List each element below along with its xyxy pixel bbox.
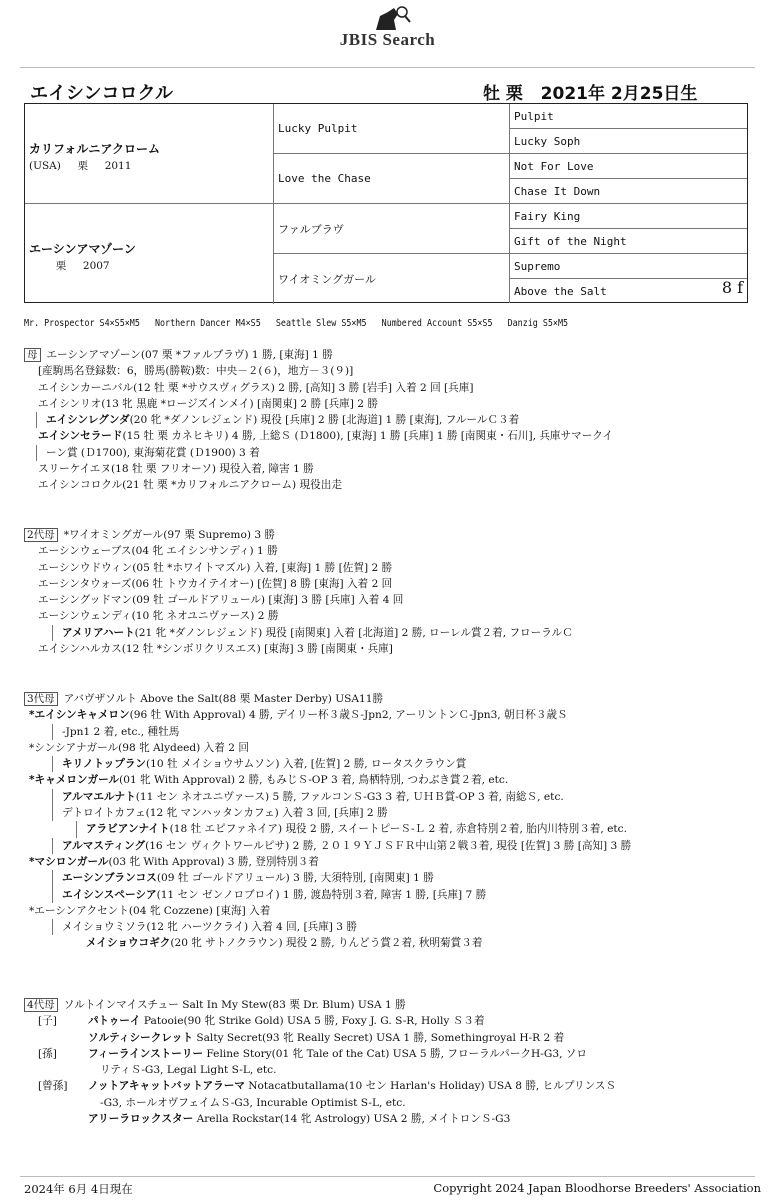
horse-record-text: エーシングッドマン(09 牡 ゴールドアリュール) [東海] 3 勝 [兵庫] 入着 4 回 [38,594,404,607]
horse-link[interactable]: エイシンスペーシア [62,888,157,901]
family-line [24,887,765,903]
horse-logo-icon [358,6,418,32]
family-line [24,707,765,723]
horse-record-text: *エーシンアクセント(04 牝 Cozzene) [東海] 入着 [29,904,271,917]
tree-connector [52,919,53,935]
family-line [24,608,765,624]
family-line [24,461,765,477]
horse-link[interactable]: アルマエルナト [62,790,136,803]
horse-link[interactable]: メイショウコギク [86,937,171,950]
pedigree-gen3-cell[interactable]: Above the Salt [514,284,607,298]
horse-record-text: Arella Rockstar(14 牝 Astrology) USA 2 勝, メイトロンＳ-G3 [193,1113,511,1126]
family-line [24,903,765,919]
pedigree-gen3-cell[interactable]: Gift of the Night [510,229,747,254]
horse-record-text: エーシンアマゾーン(07 栗 *ファルブラヴ) 1 勝, [東海] 1 勝 [46,349,333,361]
tree-connector [52,805,53,821]
horse-record-text: *ワイオミングガール(97 栗 Supremo) 3 勝 [63,529,276,541]
family-line [24,363,765,379]
footer-divider [20,1176,755,1177]
horse-info: 牡 栗 2021年 2月25日生 [483,84,698,104]
family-line [24,625,765,641]
generation-tag: 3代母 [24,692,58,706]
tree-connector [52,625,53,641]
generation-tag: 母 [24,348,41,362]
dam-info: 栗 2007 [29,260,110,272]
horse-record-text: (20 牝 サトノクラウン) 現役 2 勝, りんどう賞２着, 秋明菊賞３着 [170,937,483,950]
horse-record-text: スリーケイエヌ(18 牡 栗 フリオーソ) 現役入着, 障害 1 勝 [38,463,314,476]
tree-connector [52,724,53,740]
family-line [24,838,765,854]
horse-record-text: メイショウミソラ(12 牝 ハーツクライ) 入着 4 回, [兵庫] 3 勝 [62,921,357,934]
family-line [24,997,765,1013]
family-line [24,543,765,559]
pedigree-gen2-cell[interactable]: Lucky Pulpit [274,104,510,154]
family-line [24,854,765,870]
pedigree-gen2-cell[interactable]: Love the Chase [274,154,510,204]
pedigree-table [24,103,748,303]
family-line [24,1062,765,1078]
horse-link[interactable]: エーシンブランコス [62,872,157,885]
family-line [24,527,765,543]
family-line [24,789,765,805]
horse-record-text: *シンシアナガール(98 牝 Alydeed) 入着 2 回 [29,741,249,754]
family-line [24,396,765,412]
family-line [24,724,765,740]
relation-label: [孫] [38,1047,57,1060]
horse-link[interactable]: アラビアンナイト [86,823,170,836]
tree-connector [52,789,53,805]
family-line [24,772,765,788]
horse-link[interactable]: フィーラインストーリー [88,1047,204,1060]
pedigree-gen3-cell[interactable]: Fairy King [510,204,747,229]
family-line [24,1095,765,1111]
horse-record-text: エーシンウェンディ(10 牝 ネオユニヴァース) 2 勝 [38,610,279,623]
horse-link[interactable]: アリーラロックスター [88,1113,194,1126]
horse-record-text: エイシンカーニバル(12 牡 栗 *サウスヴィグラス) 2 勝, [高知] 3 勝 [岩手] 入着 2 回 [兵庫] [38,381,474,394]
horse-record-text: Feline Story(01 牝 Tale of the Cat) USA 5 勝, フローラルパークH-G3, ソロ [203,1047,587,1060]
footer-copyright: Copyright 2024 Japan Bloodhorse Breeders' Association [433,1181,761,1195]
family-line [24,870,765,886]
horse-record-text: (11 セン ネオユニヴァース) 5 勝, ファルコンＳ-G3 3 着, ＵＨＢ賞-OP 3 着, 南総Ｓ, etc. [135,790,564,803]
family-line [24,1111,765,1127]
pedigree-gen3-cell[interactable]: Not For Love [510,154,747,179]
tree-connector [52,838,53,854]
pedigree-gen3-cell[interactable]: Pulpit [510,104,747,129]
horse-record-text: エイシンコロクル(21 牡 栗 *カリフォルニアクローム) 現役出走 [38,479,342,492]
horse-record-text: エイシンリオ(13 牝 黒鹿 *ロージズインメイ) [南関東] 2 勝 [兵庫] 2 勝 [38,397,378,410]
horse-record-text: エーシンウドウィン(05 牡 *ホワイトマズル) 入着, [東海] 1 勝 [佐賀] 2 勝 [38,561,393,574]
horse-record-text: (21 牝 *ダノンレジェンド) 現役 [南関東] 入着 [北海道] 2 勝, ローレル賞２着, フローラルＣ [134,626,573,639]
horse-record-text: -G3, ホールオヴフェイムＳ-G3, Incurable Optimist S-L, etc. [100,1096,406,1109]
family-line [24,919,765,935]
horse-record-text: (20 牝 *ダノンレジェンド) 現役 [兵庫] 2 勝 [北海道] 1 勝 [東海], フルールＣ３着 [129,414,520,427]
family-line [24,560,765,576]
top-divider [20,67,755,68]
tree-connector [52,756,53,772]
horse-record-text: アバヴザソルト Above the Salt(88 栗 Master Derby) USA11勝 [63,693,384,705]
family-line [24,1046,765,1062]
sire-cell [25,104,274,204]
horse-link[interactable]: エイシンセラード [38,430,123,443]
family-section [24,347,765,494]
family-line [24,1013,765,1029]
horse-record-text: ソルトインマイスチュー Salt In My Stew(83 栗 Dr. Blum) USA 1 勝 [63,999,406,1011]
horse-record-text: ーン賞 (Ｄ1700), 東海菊花賞 (Ｄ1900) 3 着 [46,446,260,459]
horse-link[interactable]: *キャメロンガール [29,774,120,787]
pedigree-gen3-cell[interactable]: Supremo [510,254,747,279]
family-line [24,691,765,707]
inbreeding-summary: Mr. Prospector S4×S5×M5 Northern Dancer M4×S5 Seattle Slew S5×M5 Numbered Account S5×S5 Danzig S5×M5 [24,318,569,329]
horse-record-text: (01 牝 With Approval) 2 勝, もみじＳ-OP 3 着, 鳥栖特別, つわぶき賞２着, etc. [119,774,509,787]
horse-link[interactable]: パトゥーイ [88,1015,141,1028]
generation-tag: 2代母 [24,528,58,542]
family-line [24,347,765,363]
horse-record-text: (96 牡 With Approval) 4 勝, デイリー杯３歳Ｓ-Jpn2, アーリントンＣ-Jpn3, 朝日杯３歳Ｓ [129,709,568,722]
tree-connector [76,821,77,837]
horse-record-text: (09 牡 ゴールドアリュール) 3 勝, 大須特別, [南関東] 1 勝 [156,872,434,885]
relation-label: [曾孫] [38,1080,68,1093]
horse-record-text: (10 牡 メイショウサムソン) 入着, [佐賀] 2 勝, ロータスクラウン賞 [146,758,467,771]
tree-connector [52,887,53,903]
footer-date: 2024年 6月 4日現在 [24,1182,133,1196]
dam-cell [25,204,274,304]
horse-record-text: (03 牝 With Approval) 3 勝, 登別特別３着 [108,855,319,868]
tree-connector [36,445,37,461]
horse-record-text: (16 セン ヴィクトワールピサ) 2 勝, ２０１９ＹＪＳＦＲ中山第２戦３着, 現役 [佐賀] 3 勝 [高知] 3 勝 [145,839,632,852]
family-line [24,805,765,821]
horse-record-text: (15 牡 栗 カネヒキリ) 4 勝, 上総Ｓ (Ｄ1800), [東海] 1 勝 [兵庫] 1 勝 [南関東・石川], 兵庫サマークイ [122,430,613,443]
horse-link[interactable]: *マシロンガール [29,855,109,868]
family-line [24,1030,765,1046]
family-line [24,821,765,837]
tree-connector [36,412,37,428]
sire-name[interactable]: カリフォルニアクローム [29,142,161,156]
horse-link[interactable]: エイシンレグンダ [46,414,130,427]
horse-record-text: エーシンタウォーズ(06 牡 トウカイテイオー) [佐賀] 8 勝 [東海] 入着 2 回 [38,577,393,590]
pedigree-gen2-cell[interactable]: ファルブラヴ [274,204,510,254]
family-line [24,1078,765,1094]
horse-link[interactable]: アメリアハート [62,626,135,639]
tree-connector [52,870,53,886]
family-line [24,935,765,951]
pedigree-gen3-cell[interactable]: Lucky Soph [510,129,747,154]
horse-record-text: Notacatbutallama(10 セン Harlan's Holiday) USA 8 勝, ヒルプリンスＳ [244,1080,617,1093]
horse-link[interactable]: ソルティシークレット [88,1031,193,1044]
logo-text: JBIS Search [339,30,436,49]
jbis-logo[interactable] [0,6,775,56]
horse-record-text: エーシンウェーブス(04 牝 エイシンサンディ) 1 勝 [38,545,278,558]
family-section [24,527,765,657]
family-line [24,641,765,657]
horse-record-text: デトロイトカフェ(12 牝 マンハッタンカフェ) 入着 3 回, [兵庫] 2 勝 [62,807,388,820]
horse-record-text: [産駒馬名登録数：6，勝馬(勝鞍)数：中央－２(６)，地方－３(９)] [38,365,354,378]
horse-record-text: (11 セン ゼンノロブロイ) 1 勝, 渡島特別３着, 障害 1 勝, [兵庫] 7 勝 [156,888,487,901]
family-line [24,592,765,608]
family-line [24,380,765,396]
horse-record-text: Salty Secret(93 牝 Really Secret) USA 1 勝, Somethingroyal H-R 2 着 [192,1031,565,1044]
horse-name: エイシンコロクル [30,83,174,104]
horse-record-text: Patooie(90 牝 Strike Gold) USA 5 勝, Foxy J. G. S-R, Holly Ｓ３着 [140,1015,485,1028]
family-section [24,691,765,952]
horse-record-text: -Jpn1 2 着, etc., 種牡馬 [62,725,180,738]
horse-link[interactable]: アルマスティング [62,839,146,852]
pedigree-gen3-cell[interactable]: Chase It Down [510,179,747,204]
family-line [24,445,765,461]
family-line [24,412,765,428]
family-number: 8 f [721,278,743,297]
horse-link[interactable]: *エイシンキャメロン [29,709,130,722]
sire-info: (USA) 栗 2011 [29,160,132,172]
horse-record-text: (18 牡 エピファネイア) 現役 2 勝, スイートピーＳ-Ｌ 2 着, 赤倉特別２着, 胎内川特別３着, etc. [169,823,627,836]
family-section [24,997,765,1127]
family-line [24,576,765,592]
pedigree-gen2-cell[interactable]: ワイオミングガール [274,254,510,303]
horse-link[interactable]: ノットアキャットバットアラーマ [88,1080,245,1093]
family-line [24,740,765,756]
family-line [24,756,765,772]
dam-name[interactable]: エーシンアマゾーン [29,242,136,256]
horse-link[interactable]: キリノトップラン [62,758,147,771]
family-line [24,428,765,444]
horse-record-text: エイシンハルカス(12 牡 *シンボリクリスエス) [東海] 3 勝 [南関東・兵庫] [38,643,393,656]
family-line [24,477,765,493]
generation-tag: 4代母 [24,998,58,1012]
horse-record-text: リティＳ-G3, Legal Light S-L, etc. [100,1064,277,1077]
relation-label: [子] [38,1015,57,1028]
